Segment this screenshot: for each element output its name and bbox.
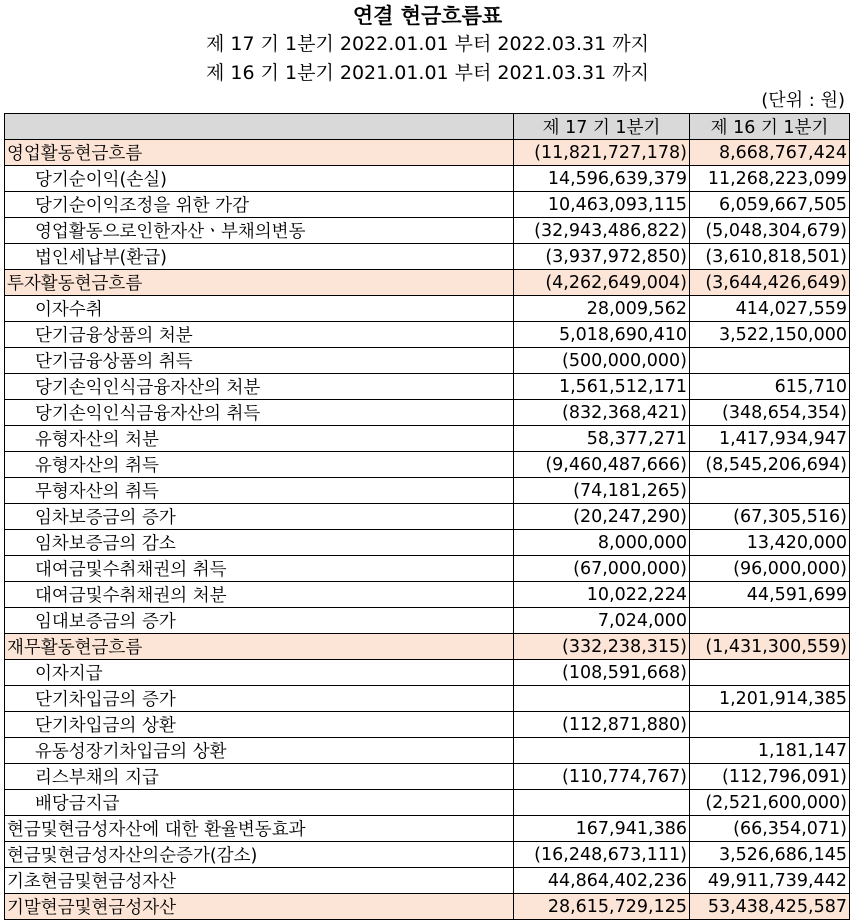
prior-period-value: 44,591,699	[690, 582, 850, 608]
table-row	[5, 712, 850, 738]
row-label: 기초현금및현금성자산	[5, 868, 514, 894]
prior-period-value: (5,048,304,679)	[690, 218, 850, 244]
unit-label: (단위 : 원)	[761, 90, 845, 111]
table-row	[5, 400, 850, 426]
row-label: 임차보증금의 증가	[5, 504, 514, 530]
current-period-value: (74,181,265)	[514, 478, 690, 504]
current-period-value: (500,000,000)	[514, 348, 690, 374]
row-label: 대여금및수취채권의 취득	[5, 556, 514, 582]
table-row	[5, 478, 850, 504]
statement-header	[0, 0, 855, 88]
prior-period-value: 3,526,686,145	[690, 842, 850, 868]
row-label: 대여금및수취채권의 처분	[5, 582, 514, 608]
prior-period-value: 615,710	[690, 374, 850, 400]
row-label: 임대보증금의 증가	[5, 608, 514, 634]
current-period-value: (110,774,767)	[514, 764, 690, 790]
row-label: 유동성장기차입금의 상환	[5, 738, 514, 764]
prior-period-value: 53,438,425,587	[690, 894, 850, 920]
row-label: 무형자산의 취득	[5, 478, 514, 504]
current-period-value: (3,937,972,850)	[514, 244, 690, 270]
row-label: 재무활동현금흐름	[5, 634, 514, 660]
current-period-value: (67,000,000)	[514, 556, 690, 582]
header-prior: 제 16 기 1분기	[690, 114, 850, 140]
current-period-value	[514, 686, 690, 712]
current-period-value: 8,000,000	[514, 530, 690, 556]
prior-period-value: 11,268,223,099	[690, 166, 850, 192]
prior-period-value: 1,181,147	[690, 738, 850, 764]
row-label: 기말현금및현금성자산	[5, 894, 514, 920]
row-label: 법인세납부(환급)	[5, 244, 514, 270]
table-row	[5, 166, 850, 192]
header-label	[5, 114, 514, 140]
current-period-value	[514, 790, 690, 816]
row-label: 유형자산의 처분	[5, 426, 514, 452]
current-period-value: 167,941,386	[514, 816, 690, 842]
row-label: 단기차입금의 증가	[5, 686, 514, 712]
prior-period-value	[690, 712, 850, 738]
current-period-value: 1,561,512,171	[514, 374, 690, 400]
current-period-value: 14,596,639,379	[514, 166, 690, 192]
current-period-value: 10,463,093,115	[514, 192, 690, 218]
table-row	[5, 738, 850, 764]
current-period-value: (112,871,880)	[514, 712, 690, 738]
prior-period-value	[690, 660, 850, 686]
current-period-value: (4,262,649,004)	[514, 270, 690, 296]
table-row	[5, 322, 850, 348]
row-label: 이자수취	[5, 296, 514, 322]
row-label: 유형자산의 취득	[5, 452, 514, 478]
row-label: 투자활동현금흐름	[5, 270, 514, 296]
prior-period-value: (8,545,206,694)	[690, 452, 850, 478]
prior-period-value: (66,354,071)	[690, 816, 850, 842]
table-row	[5, 556, 850, 582]
cash-flow-table	[4, 113, 850, 920]
table-row	[5, 348, 850, 374]
current-period-value: (9,460,487,666)	[514, 452, 690, 478]
prior-period-value: 13,420,000	[690, 530, 850, 556]
row-label: 배당금지급	[5, 790, 514, 816]
current-period-value: (108,591,668)	[514, 660, 690, 686]
row-label: 임차보증금의 감소	[5, 530, 514, 556]
table-row	[5, 374, 850, 400]
table-row	[5, 218, 850, 244]
table-header-row	[5, 114, 850, 140]
row-label: 영업활동으로인한자산ㆍ부채의변동	[5, 218, 514, 244]
section-row	[5, 270, 850, 296]
row-label: 영업활동현금흐름	[5, 140, 514, 166]
prior-period-value: 1,417,934,947	[690, 426, 850, 452]
current-period-value: (16,248,673,111)	[514, 842, 690, 868]
table-row	[5, 842, 850, 868]
row-label: 현금및현금성자산에 대한 환율변동효과	[5, 816, 514, 842]
table-row	[5, 686, 850, 712]
section-row	[5, 894, 850, 920]
table-row	[5, 868, 850, 894]
current-period-value: 28,615,729,125	[514, 894, 690, 920]
table-row	[5, 426, 850, 452]
current-period-value: 28,009,562	[514, 296, 690, 322]
prior-period-value: 3,522,150,000	[690, 322, 850, 348]
table-row	[5, 816, 850, 842]
row-label: 단기금융상품의 처분	[5, 322, 514, 348]
table-row	[5, 530, 850, 556]
prior-period-value: (67,305,516)	[690, 504, 850, 530]
prior-period-value: (2,521,600,000)	[690, 790, 850, 816]
prior-period-value	[690, 478, 850, 504]
prior-period-value: (96,000,000)	[690, 556, 850, 582]
prior-period-value: (348,654,354)	[690, 400, 850, 426]
current-period-value: (20,247,290)	[514, 504, 690, 530]
table-row	[5, 608, 850, 634]
table-row	[5, 452, 850, 478]
current-period-value: (832,368,421)	[514, 400, 690, 426]
current-period-value: 7,024,000	[514, 608, 690, 634]
row-label: 이자지급	[5, 660, 514, 686]
row-label: 당기순이익조정을 위한 가감	[5, 192, 514, 218]
row-label: 단기차입금의 상환	[5, 712, 514, 738]
prior-period-value	[690, 348, 850, 374]
current-period: 제 17 기 1분기 2022.01.01 부터 2022.03.31 까지	[206, 33, 649, 55]
table-row	[5, 660, 850, 686]
prior-period-value: (1,431,300,559)	[690, 634, 850, 660]
current-period-value	[514, 738, 690, 764]
prior-period-value: (3,610,818,501)	[690, 244, 850, 270]
row-label: 당기순이익(손실)	[5, 166, 514, 192]
header-current: 제 17 기 1분기	[514, 114, 690, 140]
row-label: 당기손익인식금융자산의 처분	[5, 374, 514, 400]
row-label: 단기금융상품의 취득	[5, 348, 514, 374]
current-period-value: (32,943,486,822)	[514, 218, 690, 244]
table-row	[5, 790, 850, 816]
prior-period-value: 1,201,914,385	[690, 686, 850, 712]
current-period-value: 58,377,271	[514, 426, 690, 452]
current-period-value: (11,821,727,178)	[514, 140, 690, 166]
prior-period-value: 6,059,667,505	[690, 192, 850, 218]
table-body	[5, 140, 850, 920]
current-period-value: 44,864,402,236	[514, 868, 690, 894]
table-row	[5, 296, 850, 322]
row-label: 당기손익인식금융자산의 취득	[5, 400, 514, 426]
prior-period-value: 49,911,739,442	[690, 868, 850, 894]
table-row	[5, 764, 850, 790]
prior-period-value: (3,644,426,649)	[690, 270, 850, 296]
prior-period-value: 414,027,559	[690, 296, 850, 322]
prior-period-value: (112,796,091)	[690, 764, 850, 790]
section-row	[5, 140, 850, 166]
table-row	[5, 192, 850, 218]
prior-period: 제 16 기 1분기 2021.01.01 부터 2021.03.31 까지	[206, 62, 649, 84]
table-row	[5, 244, 850, 270]
prior-period-value: 8,668,767,424	[690, 140, 850, 166]
row-label: 현금및현금성자산의순증가(감소)	[5, 842, 514, 868]
current-period-value: 5,018,690,410	[514, 322, 690, 348]
current-period-value: (332,238,315)	[514, 634, 690, 660]
current-period-value: 10,022,224	[514, 582, 690, 608]
table-row	[5, 582, 850, 608]
section-row	[5, 634, 850, 660]
table-row	[5, 504, 850, 530]
statement-title: 연결 현금흐름표	[352, 4, 503, 28]
prior-period-value	[690, 608, 850, 634]
row-label: 리스부채의 지급	[5, 764, 514, 790]
